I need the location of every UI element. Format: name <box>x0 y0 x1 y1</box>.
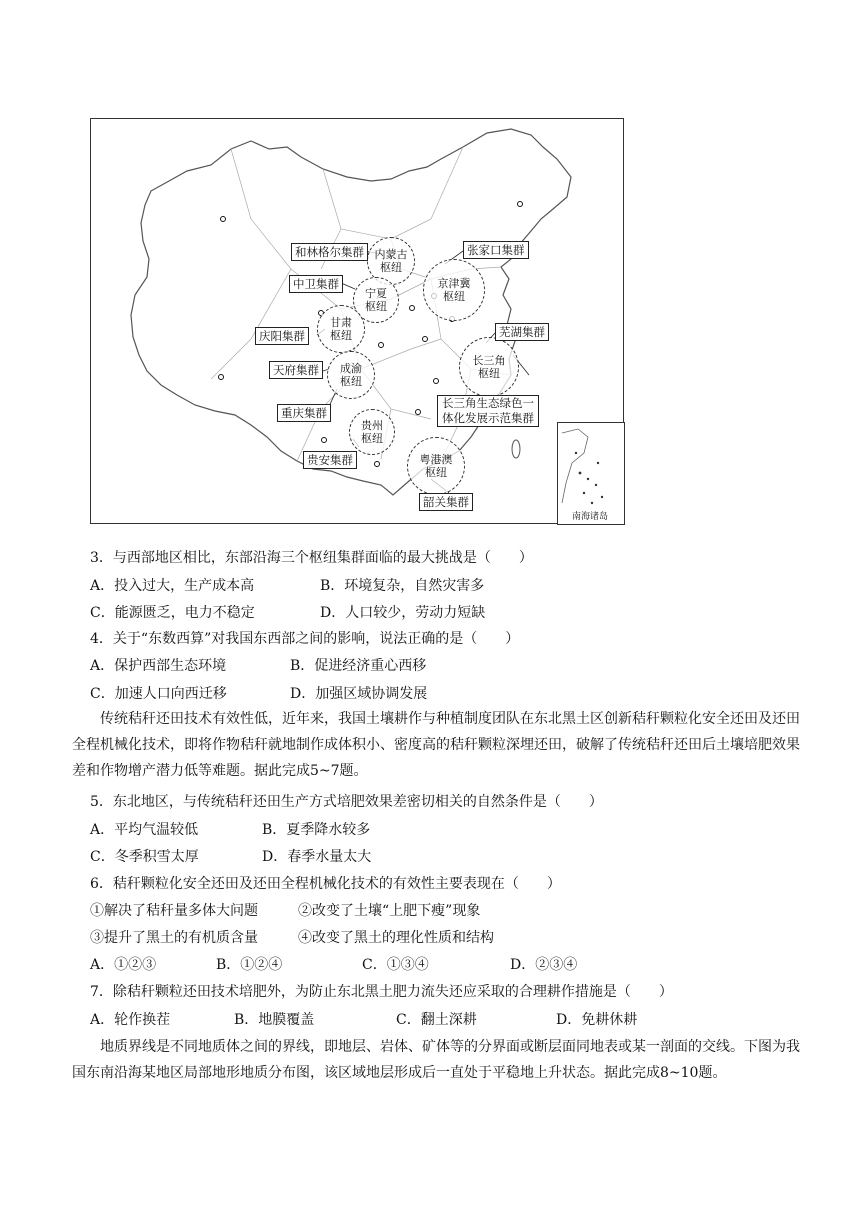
q6-stem: 6．秸秆颗粒化安全还田及还田全程机械化技术的有效性主要表现在（ ） <box>90 876 561 892</box>
q5-option-c: C．冬季积雪太厚 <box>90 849 199 865</box>
q3-option-d: D．人口较少，劳动力短缺 <box>320 605 486 621</box>
hub-guizhou: 贵州 枢纽 <box>349 409 395 455</box>
city-dot <box>415 409 421 415</box>
q3-option-b: B．环境复杂，自然灾害多 <box>320 578 485 594</box>
city-dot <box>321 437 327 443</box>
q7-option-c: C．翻土深耕 <box>396 1012 477 1028</box>
q3-option-a: A．投入过大，生产成本高 <box>90 578 255 594</box>
city-dot <box>374 461 380 467</box>
q6-statement-3: ③提升了黑土的有机质含量 <box>90 930 258 946</box>
city-dot <box>517 201 523 207</box>
q6-option-a: A．①②③ <box>90 957 157 973</box>
q3-option-c: C．能源匮乏，电力不稳定 <box>90 605 255 621</box>
q5-option-d: D．春季水量太大 <box>262 849 372 865</box>
cluster-shaoguan: 韶关集群 <box>419 493 473 511</box>
q6-option-b: B．①②④ <box>216 957 283 973</box>
q6-option-c: C．①③④ <box>362 957 429 973</box>
south-china-sea-inset <box>557 422 625 525</box>
q6-statement-1: ①解决了秸秆量多体大问题 <box>90 903 258 919</box>
q4-option-c: C．加速人口向西迁移 <box>90 686 227 702</box>
city-dot <box>422 336 428 342</box>
cluster-helingeer: 和林格尔集群 <box>291 243 368 261</box>
city-dot <box>409 305 415 311</box>
q6-statement-2: ②改变了土壤“上肥下瘦”现象 <box>298 903 481 919</box>
cluster-changsanjiao-demo: 长三角生态绿色一体化发展示范集群 <box>437 395 539 427</box>
city-dot <box>218 374 224 380</box>
q4-stem: 4．关于“东数西算”对我国东西部之间的影响，说法正确的是（ ） <box>90 631 520 647</box>
hub-changsanjiao: 长三角 枢纽 <box>459 337 519 397</box>
q4-option-d: D．加强区域协调发展 <box>290 686 428 702</box>
q7-option-a: A．轮作换茬 <box>90 1012 171 1028</box>
china-map-figure <box>90 118 624 524</box>
q3-stem: 3．与西部地区相比，东部沿海三个枢纽集群面临的最大挑战是（ ） <box>90 550 533 566</box>
city-dot <box>220 216 226 222</box>
q6-statement-4: ④改变了黑土的理化性质和结构 <box>298 930 494 946</box>
inset-label: 南海诸岛 <box>572 512 609 522</box>
city-dot <box>378 342 384 348</box>
city-dot <box>433 378 439 384</box>
q6-option-d: D．②③④ <box>510 957 578 973</box>
cluster-wuhu: 芜湖集群 <box>495 323 549 341</box>
cluster-zhongwei: 中卫集群 <box>289 275 343 293</box>
q7-option-b: B．地膜覆盖 <box>234 1012 315 1028</box>
cluster-tianfu: 天府集群 <box>269 361 323 379</box>
taiwan-island <box>512 440 520 458</box>
hub-yuegangao: 粤港澳 枢纽 <box>407 437 465 495</box>
q4-option-b: B．促进经济重心西移 <box>290 658 427 674</box>
q7-stem: 7．除秸秆颗粒还田技术培肥外，为防止东北黑土肥力流失还应采取的合理耕作措施是（ ） <box>90 984 673 1000</box>
q5-option-b: B．夏季降水较多 <box>262 822 371 838</box>
cluster-guian: 贵安集群 <box>303 451 357 469</box>
q4-option-a: A．保护西部生态环境 <box>90 658 227 674</box>
hub-neimenggu: 内蒙古 枢纽 <box>367 237 415 285</box>
q7-option-d: D．免耕休耕 <box>556 1012 638 1028</box>
cluster-chongqing: 重庆集群 <box>277 404 331 422</box>
q5-option-a: A．平均气温较低 <box>90 822 199 838</box>
hub-jingjinji: 京津冀 枢纽 <box>423 259 485 321</box>
cluster-qingyang: 庆阳集群 <box>255 327 309 345</box>
hub-chengyu: 成渝 枢纽 <box>327 351 375 399</box>
passage-straw-return: 传统秸秆还田技术有效性低，近年来，我国土壤耕作与种植制度团队在东北黑土区创新秸秆颗粒化安全还田及还田全程机械化技术，即将作物秸秆就地制作成体积小、密度高的秸秆颗粒深埋还田，破解了传统秸秆还田后土壤培肥效果差和作物增产潜力低等难题。据此完成5~7题。 <box>72 711 800 779</box>
q5-stem: 5．东北地区，与传统秸秆还田生产方式培肥效果差密切相关的自然条件是（ ） <box>90 794 603 810</box>
passage-geologic-boundary: 地质界线是不同地质体之间的界线，即地层、岩体、矿体等的分界面或断层面同地表或某一剖面的交线。下图为我国东南沿海某地区局部地形地质分布图，该区域地层形成后一直处于平稳地上升状态。据此完成8~10题。 <box>72 1039 800 1081</box>
cluster-zhangjiakou: 张家口集群 <box>463 241 529 259</box>
hub-gansu: 甘肃 枢纽 <box>317 305 365 353</box>
hub-ningxia: 宁夏 枢纽 <box>353 277 399 323</box>
